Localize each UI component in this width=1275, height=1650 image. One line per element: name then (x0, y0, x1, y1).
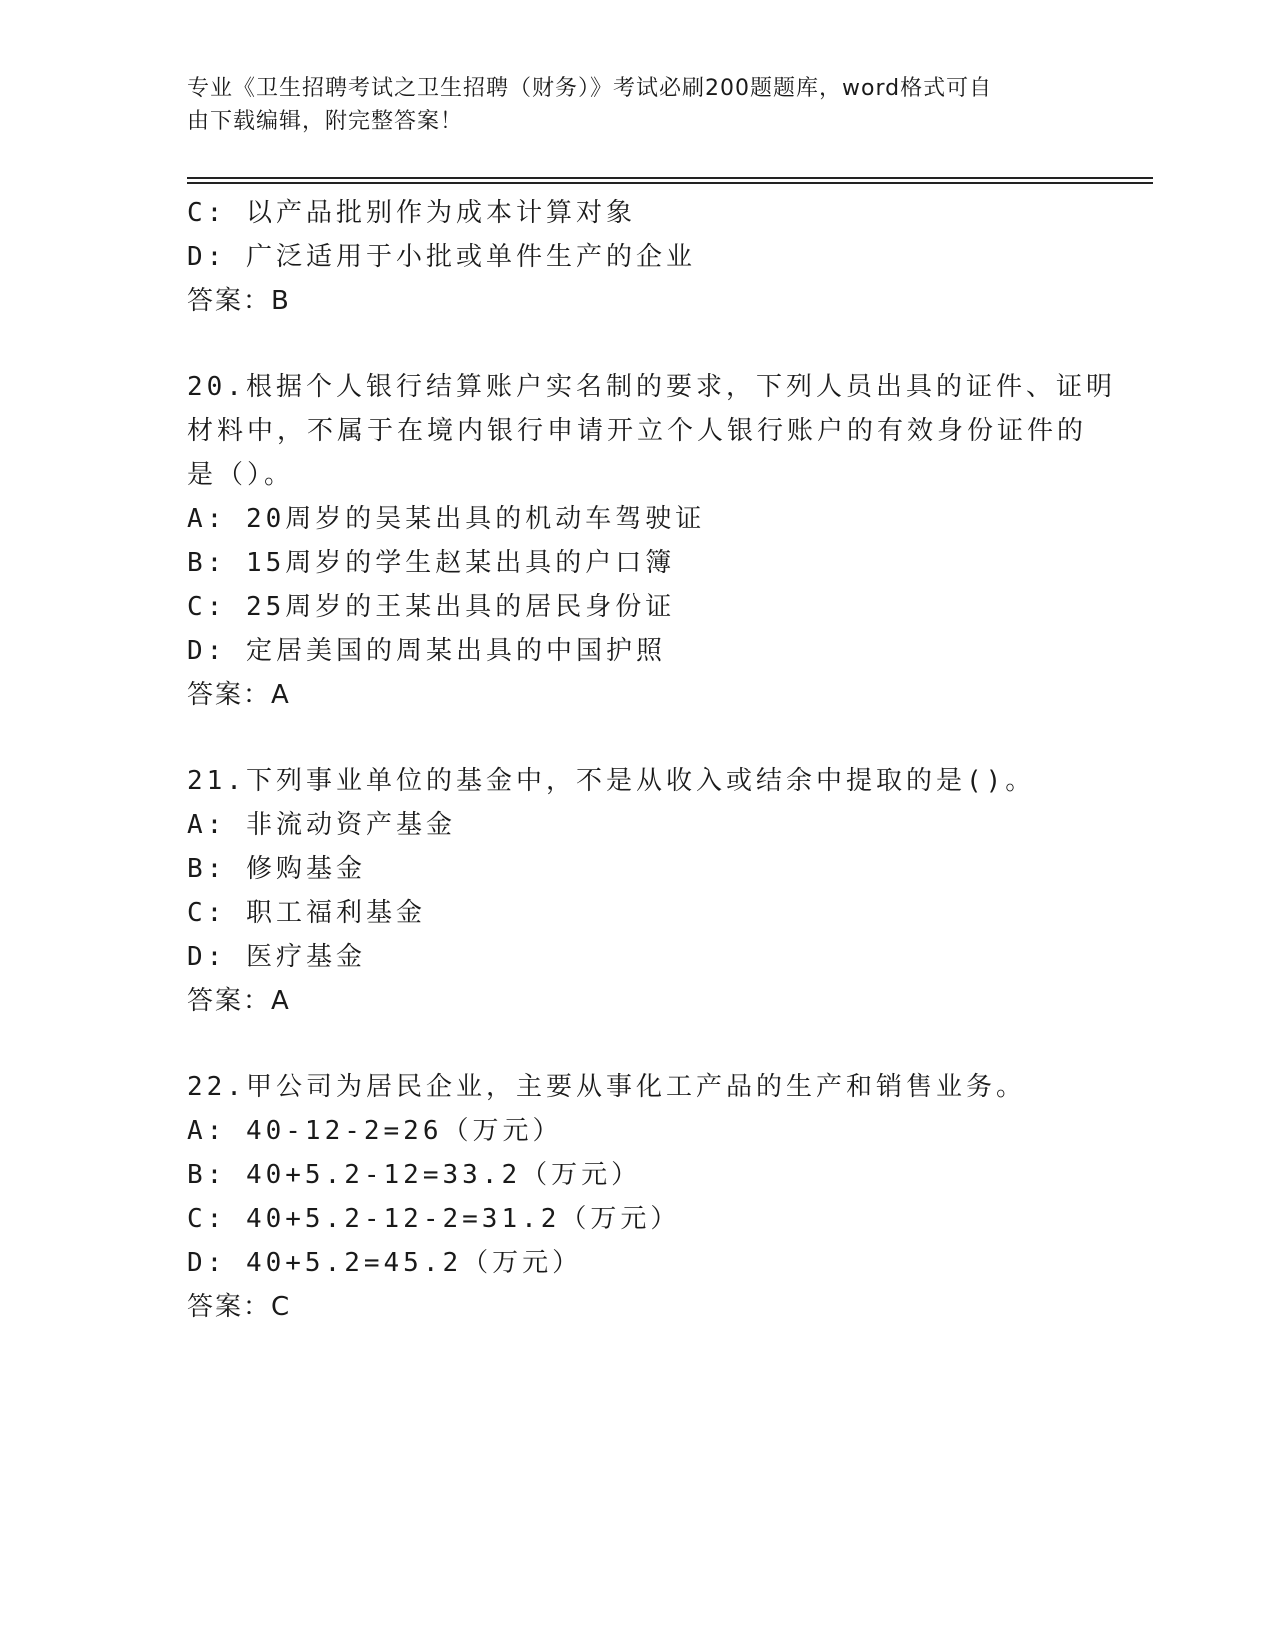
prev-answer: 答案：B (187, 286, 291, 316)
document-header (187, 72, 1067, 138)
q21-option-a: A: 非流动资产基金 (187, 810, 456, 840)
header-divider-top (187, 177, 1153, 179)
q22-option-d: D: 40+5.2=45.2（万元） (187, 1248, 583, 1278)
header-line-2: 由下载编辑，附完整答案！ (187, 109, 464, 134)
header-line-1: 专业《卫生招聘考试之卫生招聘（财务）》考试必刷200题题库，word格式可自 (187, 76, 993, 101)
q22-option-a: A: 40-12-2=26（万元） (187, 1116, 563, 1146)
q20-stem-line-3: 是（）。 (187, 460, 295, 490)
q20-stem-line-1: 20.根据个人银行结算账户实名制的要求，下列人员出具的证件、证明 (187, 372, 1116, 402)
q22-answer: 答案：C (187, 1292, 292, 1322)
header-divider-bottom (187, 182, 1153, 184)
q20-answer: 答案：A (187, 680, 291, 710)
q21-option-d: D: 医疗基金 (187, 942, 366, 972)
q21-answer: 答案：A (187, 986, 291, 1016)
q21-option-c: C: 职工福利基金 (187, 898, 426, 928)
q21-option-b: B: 修购基金 (187, 854, 366, 884)
q20-option-d: D: 定居美国的周某出具的中国护照 (187, 636, 666, 666)
q22-stem-line-1: 22.甲公司为居民企业，主要从事化工产品的生产和销售业务。 (187, 1072, 1026, 1102)
prev-option-c: C: 以产品批别作为成本计算对象 (187, 198, 636, 228)
q21-stem-line-1: 21.下列事业单位的基金中，不是从收入或结余中提取的是()。 (187, 766, 1036, 796)
q22-option-c: C: 40+5.2-12-2=31.2（万元） (187, 1204, 681, 1234)
prev-option-d: D: 广泛适用于小批或单件生产的企业 (187, 242, 696, 272)
q20-stem-line-2: 材料中，不属于在境内银行申请开立个人银行账户的有效身份证件的 (187, 416, 1088, 446)
q20-option-b: B: 15周岁的学生赵某出具的户口簿 (187, 548, 676, 578)
q20-option-a: A: 20周岁的吴某出具的机动车驾驶证 (187, 504, 706, 534)
q20-option-c: C: 25周岁的王某出具的居民身份证 (187, 592, 676, 622)
q22-option-b: B: 40+5.2-12=33.2（万元） (187, 1160, 642, 1190)
